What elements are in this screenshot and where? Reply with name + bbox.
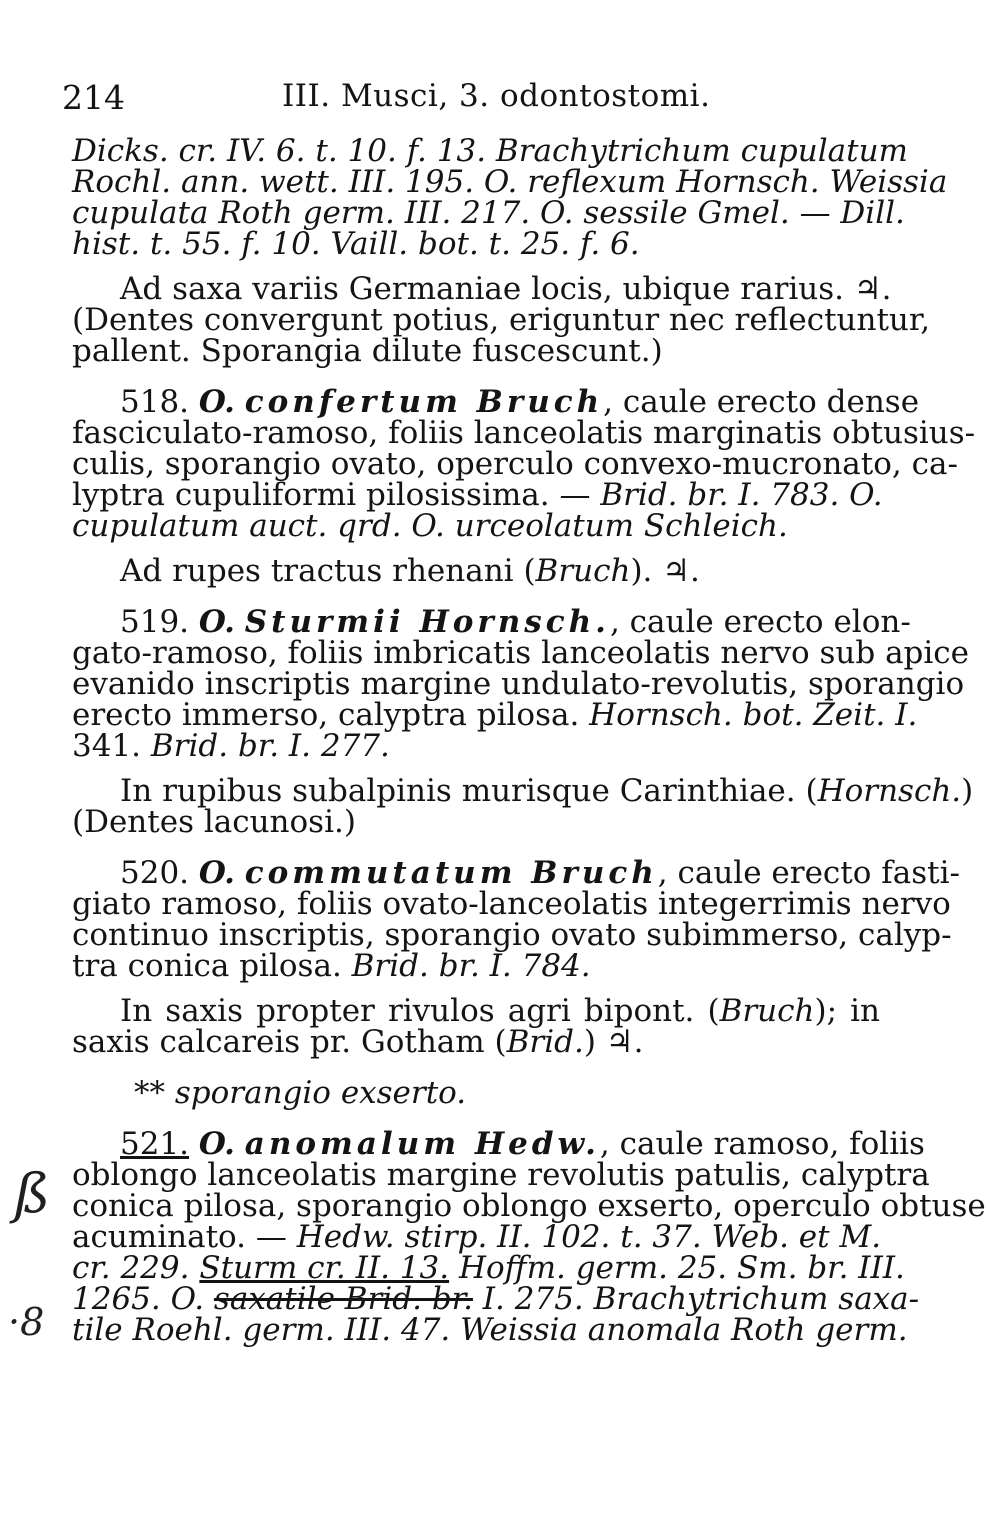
text-line: 1265. O. saxatile Brid. br. I. 275. Brachytrichum saxa- [72, 1281, 920, 1317]
text-line: Dicks. cr. IV. 6. t. 10. f. 13. Brachytrichum cupulatum [72, 133, 908, 169]
text-line: lyptra cupuliformi pilosissima. — Brid. br. I. 783. O. [72, 477, 883, 513]
page-number: 214 [62, 78, 125, 117]
text-line: Rochl. ann. wett. III. 195. O. reflexum Hornsch. Weissia [72, 164, 948, 200]
entry-number: 520. [120, 855, 190, 891]
text-line: gato-ramoso, foliis imbricatis lanceolatis nervo sub apice [72, 635, 970, 671]
text-line: fasciculato-ramoso, foliis lanceolatis marginatis obtusius- [72, 415, 976, 451]
text-line: tile Roehl. germ. III. 47. Weissia anomala Roth germ. [72, 1312, 908, 1348]
page-header-title: III. Musci, 3. odontostomi. [282, 78, 711, 114]
section-heading: ** sporangio exserto. [134, 1075, 467, 1111]
habitat-line: In saxis propter rivulos agri bipont. (Bruch); in [120, 993, 880, 1029]
text-line: (Dentes convergunt potius, eriguntur nec reflectuntur, [72, 302, 931, 338]
text-line: 341. Brid. br. I. 277. [72, 728, 390, 764]
page-body [72, 133, 986, 1348]
text-line: (Dentes lacunosi.) [72, 804, 356, 840]
habitat-line: Ad rupes tractus rhenani (Bruch). ♃. [120, 553, 700, 589]
text-line: cupulata Roth germ. III. 217. O. sessile Gmel. — Dill. [72, 195, 905, 231]
text-line: acuminato. — Hedw. stirp. II. 102. t. 37. Web. et M. [72, 1219, 882, 1255]
margin-note-8: ·8 [8, 1300, 45, 1344]
text-line: continuo inscriptis, sporangio ovato subimmerso, calyp- [72, 917, 952, 953]
text-line: saxis calcareis pr. Gotham (Brid.) ♃. [72, 1024, 644, 1060]
entry-518-heading: 518. O. confertum Bruch, caule erecto dense [120, 384, 920, 420]
species-name: anomalum Hedw. [244, 1126, 600, 1162]
text-line: evanido inscriptis margine undulato-revolutis, sporangio [72, 666, 965, 702]
habitat-line: Ad saxa variis Germaniae locis, ubique rarius. ♃. [120, 271, 892, 307]
text-line: hist. t. 55. f. 10. Vaill. bot. t. 25. f. 6. [72, 226, 640, 262]
text-line: cr. 229. Sturm cr. II. 13. Hoffm. germ. 25. Sm. br. III. [72, 1250, 905, 1286]
species-name: Sturmii Hornsch. [244, 604, 610, 640]
entry-520-heading: 520. O. commutatum Bruch, caule erecto fasti- [120, 855, 960, 891]
text-line: pallent. Sporangia dilute fuscescunt.) [72, 333, 663, 369]
margin-note-b: ß [14, 1162, 51, 1225]
text-line: erecto immerso, calyptra pilosa. Hornsch. bot. Zeit. I. [72, 697, 918, 733]
entry-number: 518. [120, 384, 190, 420]
text-line: tra conica pilosa. Brid. br. I. 784. [72, 948, 591, 984]
running-head [62, 78, 882, 118]
text-line: cupulatum auct. qrd. O. urceolatum Schleich. [72, 508, 788, 544]
text-line: culis, sporangio ovato, operculo convexo-mucronato, ca- [72, 446, 958, 482]
species-name: commutatum Bruch [244, 855, 658, 891]
entry-number: 521. [120, 1126, 190, 1162]
entry-519-heading: 519. O. Sturmii Hornsch., caule erecto elon- [120, 604, 911, 640]
text-line: giato ramoso, foliis ovato-lanceolatis integerrimis nervo [72, 886, 951, 922]
text-line: oblongo lanceolatis margine revolutis patulis, calyptra [72, 1157, 930, 1193]
habitat-line: In rupibus subalpinis murisque Carinthiae. (Hornsch.) [120, 773, 974, 809]
entry-number: 519. [120, 604, 190, 640]
species-name: confertum Bruch [244, 384, 604, 420]
text-line: conica pilosa, sporangio oblongo exserto, operculo obtuse [72, 1188, 986, 1224]
entry-521-heading: 521. O. anomalum Hedw., caule ramoso, foliis [120, 1126, 925, 1162]
